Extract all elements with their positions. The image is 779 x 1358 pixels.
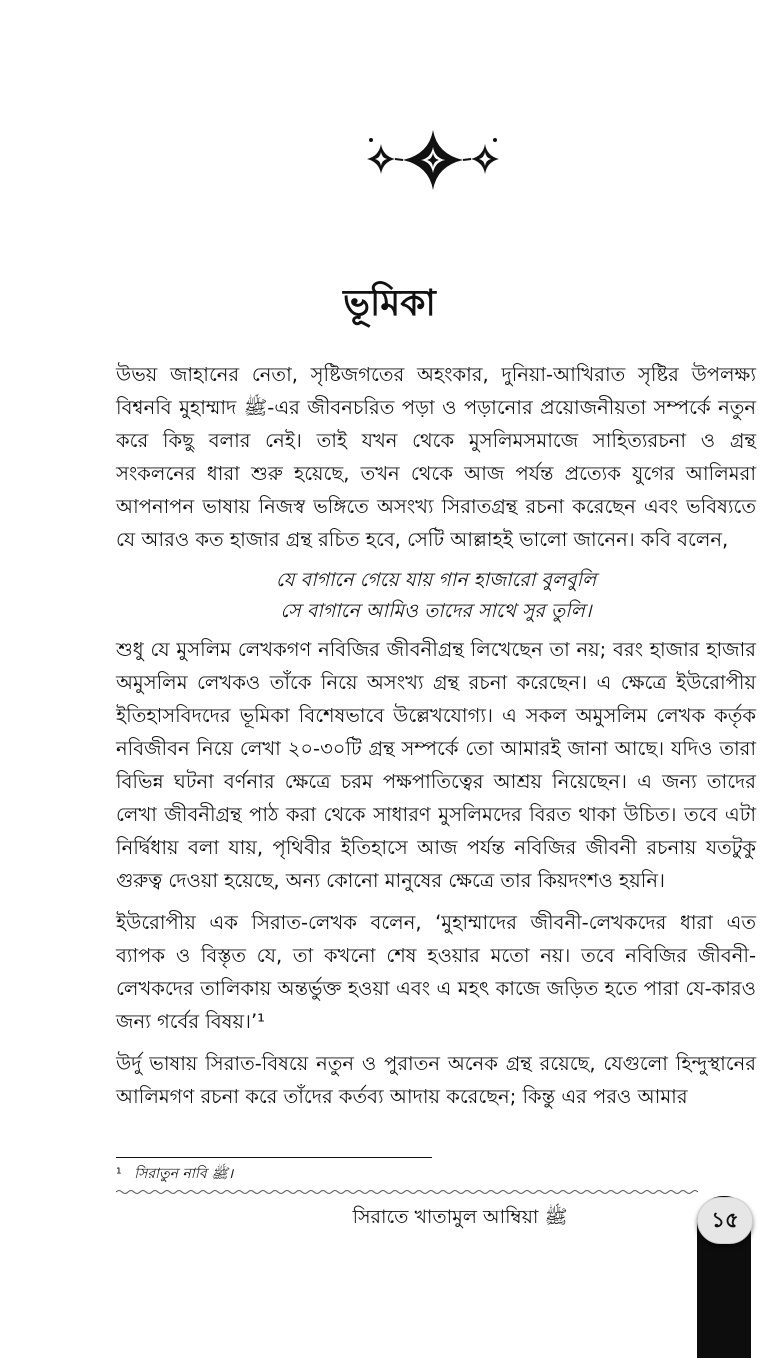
- verse-line-1: যে বাগানে গেয়ে যায় গান হাজারো বুলবুলি: [275, 569, 597, 591]
- paragraph-4: উর্দু ভাষায় সিরাত-বিষয়ে নতুন ও পুরাতন অনেক গ্রন্থ রয়েছে, যেগুলো হিন্দুস্থানের আলিমগণ রচনা করে তাঁদের কর্তব্য আদায় করেছেন; কিন্তু এর পরও আমার: [116, 1052, 756, 1108]
- footnote-text: সিরাতুন নাবি ﷺ।: [134, 1166, 234, 1182]
- page-number: ১৫: [697, 1197, 753, 1244]
- paragraph-2: শুধু যে মুসলিম লেখকগণ নবিজির জীবনীগ্রন্থ লিখেছেন তা নয়; বরং হাজার হাজার অমুসলিম লেখকও তাঁকে নিয়ে অসংখ্য গ্রন্থ রচনা করেছেন। এ ক্ষেত্রে ইউরোপীয় ইতিহাসবিদদের ভূমিকা বিশেষভাবে উল্লেখযোগ্য। এ সকল অমুসলিম লেখক কর্তৃক নবিজীবন নিয়ে লেখা ২০-৩০টি গ্রন্থ সম্পর্কে তো আমারই জানা আছে। যদিও তারা বিভিন্ন ঘটনা বর্ণনার ক্ষেত্রে চরম পক্ষপাতিত্বের আশ্রয় নিয়েছেন। এ জন্য তাদের লেখা জীবনীগ্রন্থ পাঠ করা থেকে সাধারণ মুসলিমদের বিরত থাকা উচিত। তবে এটা নির্দ্বিধায় বলা যায়, পৃথিবীর ইতিহাসে আজ পর্যন্ত নবিজির জীবনী রচনায় যতটুকু গুরুত্ব দেওয়া হয়েছে, অন্য কোনো মানুষের ক্ষেত্রে তার কিয়দংশও হয়নি।: [116, 638, 756, 892]
- verse-line-2: সে বাগানে আমিও তাদের সাথে সুর তুলি।: [280, 600, 592, 622]
- paragraph-1: উভয় জাহানের নেতা, সৃষ্টিজগতের অহংকার, দুনিয়া-আখিরাত সৃষ্টির উপলক্ষ্য বিশ্বনবি মুহাম্মাদ ﷺ-এর জীবনচরিত পড়া ও পড়ানোর প্রয়োজনীয়তা সম্পর্কে নতুন করে কিছু বলার নেই। তাই যখন থেকে মুসলিমসমাজে সাহিত্যরচনা ও গ্রন্থ সংকলনের ধারা শুরু হয়েছে, তখন থেকে আজ পর্যন্ত প্রত্যেক যুগের আলিমরা আপনাপন ভাষায় নিজস্ব ভঙ্গিতে অসংখ্য সিরাতগ্রন্থ রচনা করেছেন এবং ভবিষ্যতে যে আরও কত হাজার গ্রন্থ রচিত হবে, সেটি আল্লাহই ভালো জানেন। কবি বলেন,: [116, 363, 756, 551]
- verse: [116, 565, 756, 627]
- footnote-marker: ¹: [116, 1166, 122, 1182]
- chapter-title: ভূমিকা: [343, 283, 436, 324]
- running-title: সিরাতে খাতামুল আম্বিয়া ﷺ: [352, 1206, 568, 1228]
- ornament-icon: [363, 128, 503, 192]
- wavy-divider: [116, 1188, 698, 1196]
- paragraph-3: ইউরোপীয় এক সিরাত-লেখক বলেন, ‘মুহাম্মাদের জীবনী-লেখকদের ধারা এত ব্যাপক ও বিস্তৃত যে, তা কখনো শেষ হওয়ার মতো নয়। তবে নবিজির জীবনী-লেখকদের তালিকায় অন্তর্ভুক্ত হওয়া এবং এ মহৎ কাজে জড়িত হতে পারা যে-কারও জন্য গর্বের বিষয়।’¹: [116, 911, 756, 1033]
- footnote: [116, 1164, 233, 1184]
- footnote-rule: [116, 1157, 432, 1158]
- body-text: [116, 358, 756, 1122]
